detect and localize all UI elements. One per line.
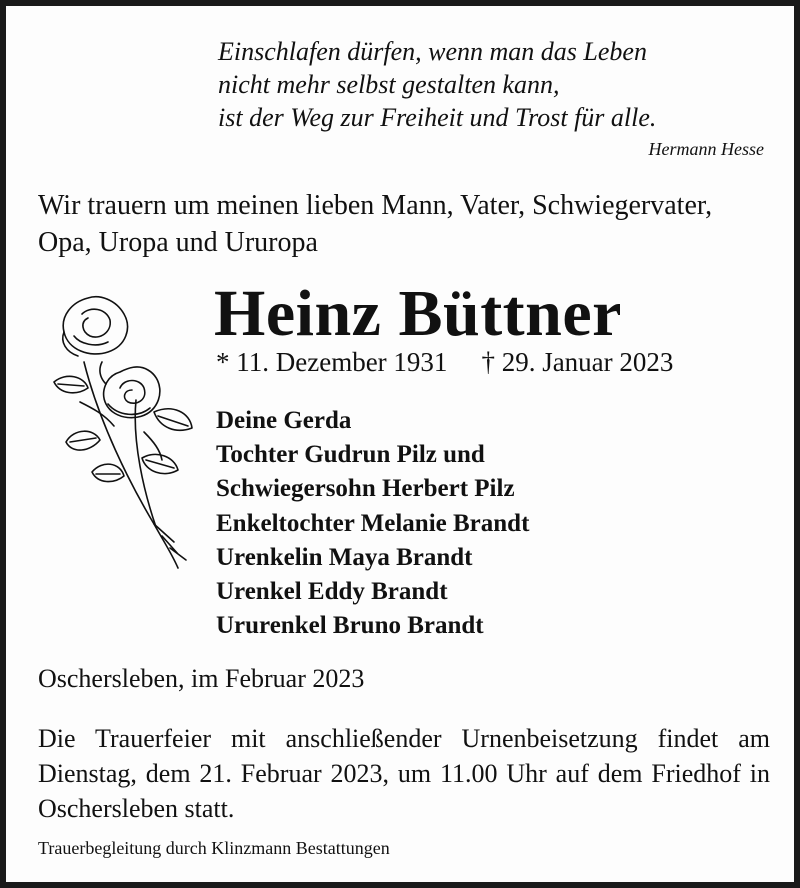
quote-line: ist der Weg zur Freiheit und Trost für alle. xyxy=(218,103,657,132)
quote-line: Einschlafen dürfen, wenn man das Leben xyxy=(218,37,647,66)
funeral-home-credit: Trauerbegleitung durch Klinzmann Bestattungen xyxy=(38,838,390,858)
mourner-name: Urenkelin Maya Brandt xyxy=(216,543,473,571)
quote-author: Hermann Hesse xyxy=(648,139,764,159)
funeral-service-text: Die Trauerfeier mit anschließender Urnenbeisetzung findet am Dienstag, dem 21. Februar 2023, um 11.00 Uhr auf dem Friedhof in Oschersleben statt. xyxy=(38,724,770,823)
mourner-name: Deine Gerda xyxy=(216,407,352,434)
death-date: † 29. Januar 2023 xyxy=(481,347,674,377)
mourner-name: Schwiegersohn Herbert Pilz xyxy=(216,475,515,503)
mourner-name: Tochter Gudrun Pilz und xyxy=(216,441,485,469)
obituary-notice xyxy=(6,6,794,882)
mourner-name: Urenkel Eddy Brandt xyxy=(216,578,448,606)
intro-line: Wir trauern um meinen lieben Mann, Vater, Schwiegervater, xyxy=(38,190,713,221)
life-dates xyxy=(216,347,673,378)
place-and-date: Oschersleben, im Februar 2023 xyxy=(38,664,365,693)
intro-line: Opa, Uropa und Ururopa xyxy=(38,227,318,258)
mourners-list xyxy=(216,404,529,643)
mourner-name: Enkeltochter Melanie Brandt xyxy=(216,509,530,537)
rose-drawing-icon xyxy=(44,292,204,592)
quote-line: nicht mehr selbst gestalten kann, xyxy=(218,70,560,99)
deceased-name: Heinz Büttner xyxy=(214,277,622,350)
intro-text xyxy=(38,187,712,261)
mourner-name: Ururenkel Bruno Brandt xyxy=(216,612,484,640)
birth-date: * 11. Dezember 1931 xyxy=(216,347,448,377)
hesse-quote xyxy=(218,35,656,134)
